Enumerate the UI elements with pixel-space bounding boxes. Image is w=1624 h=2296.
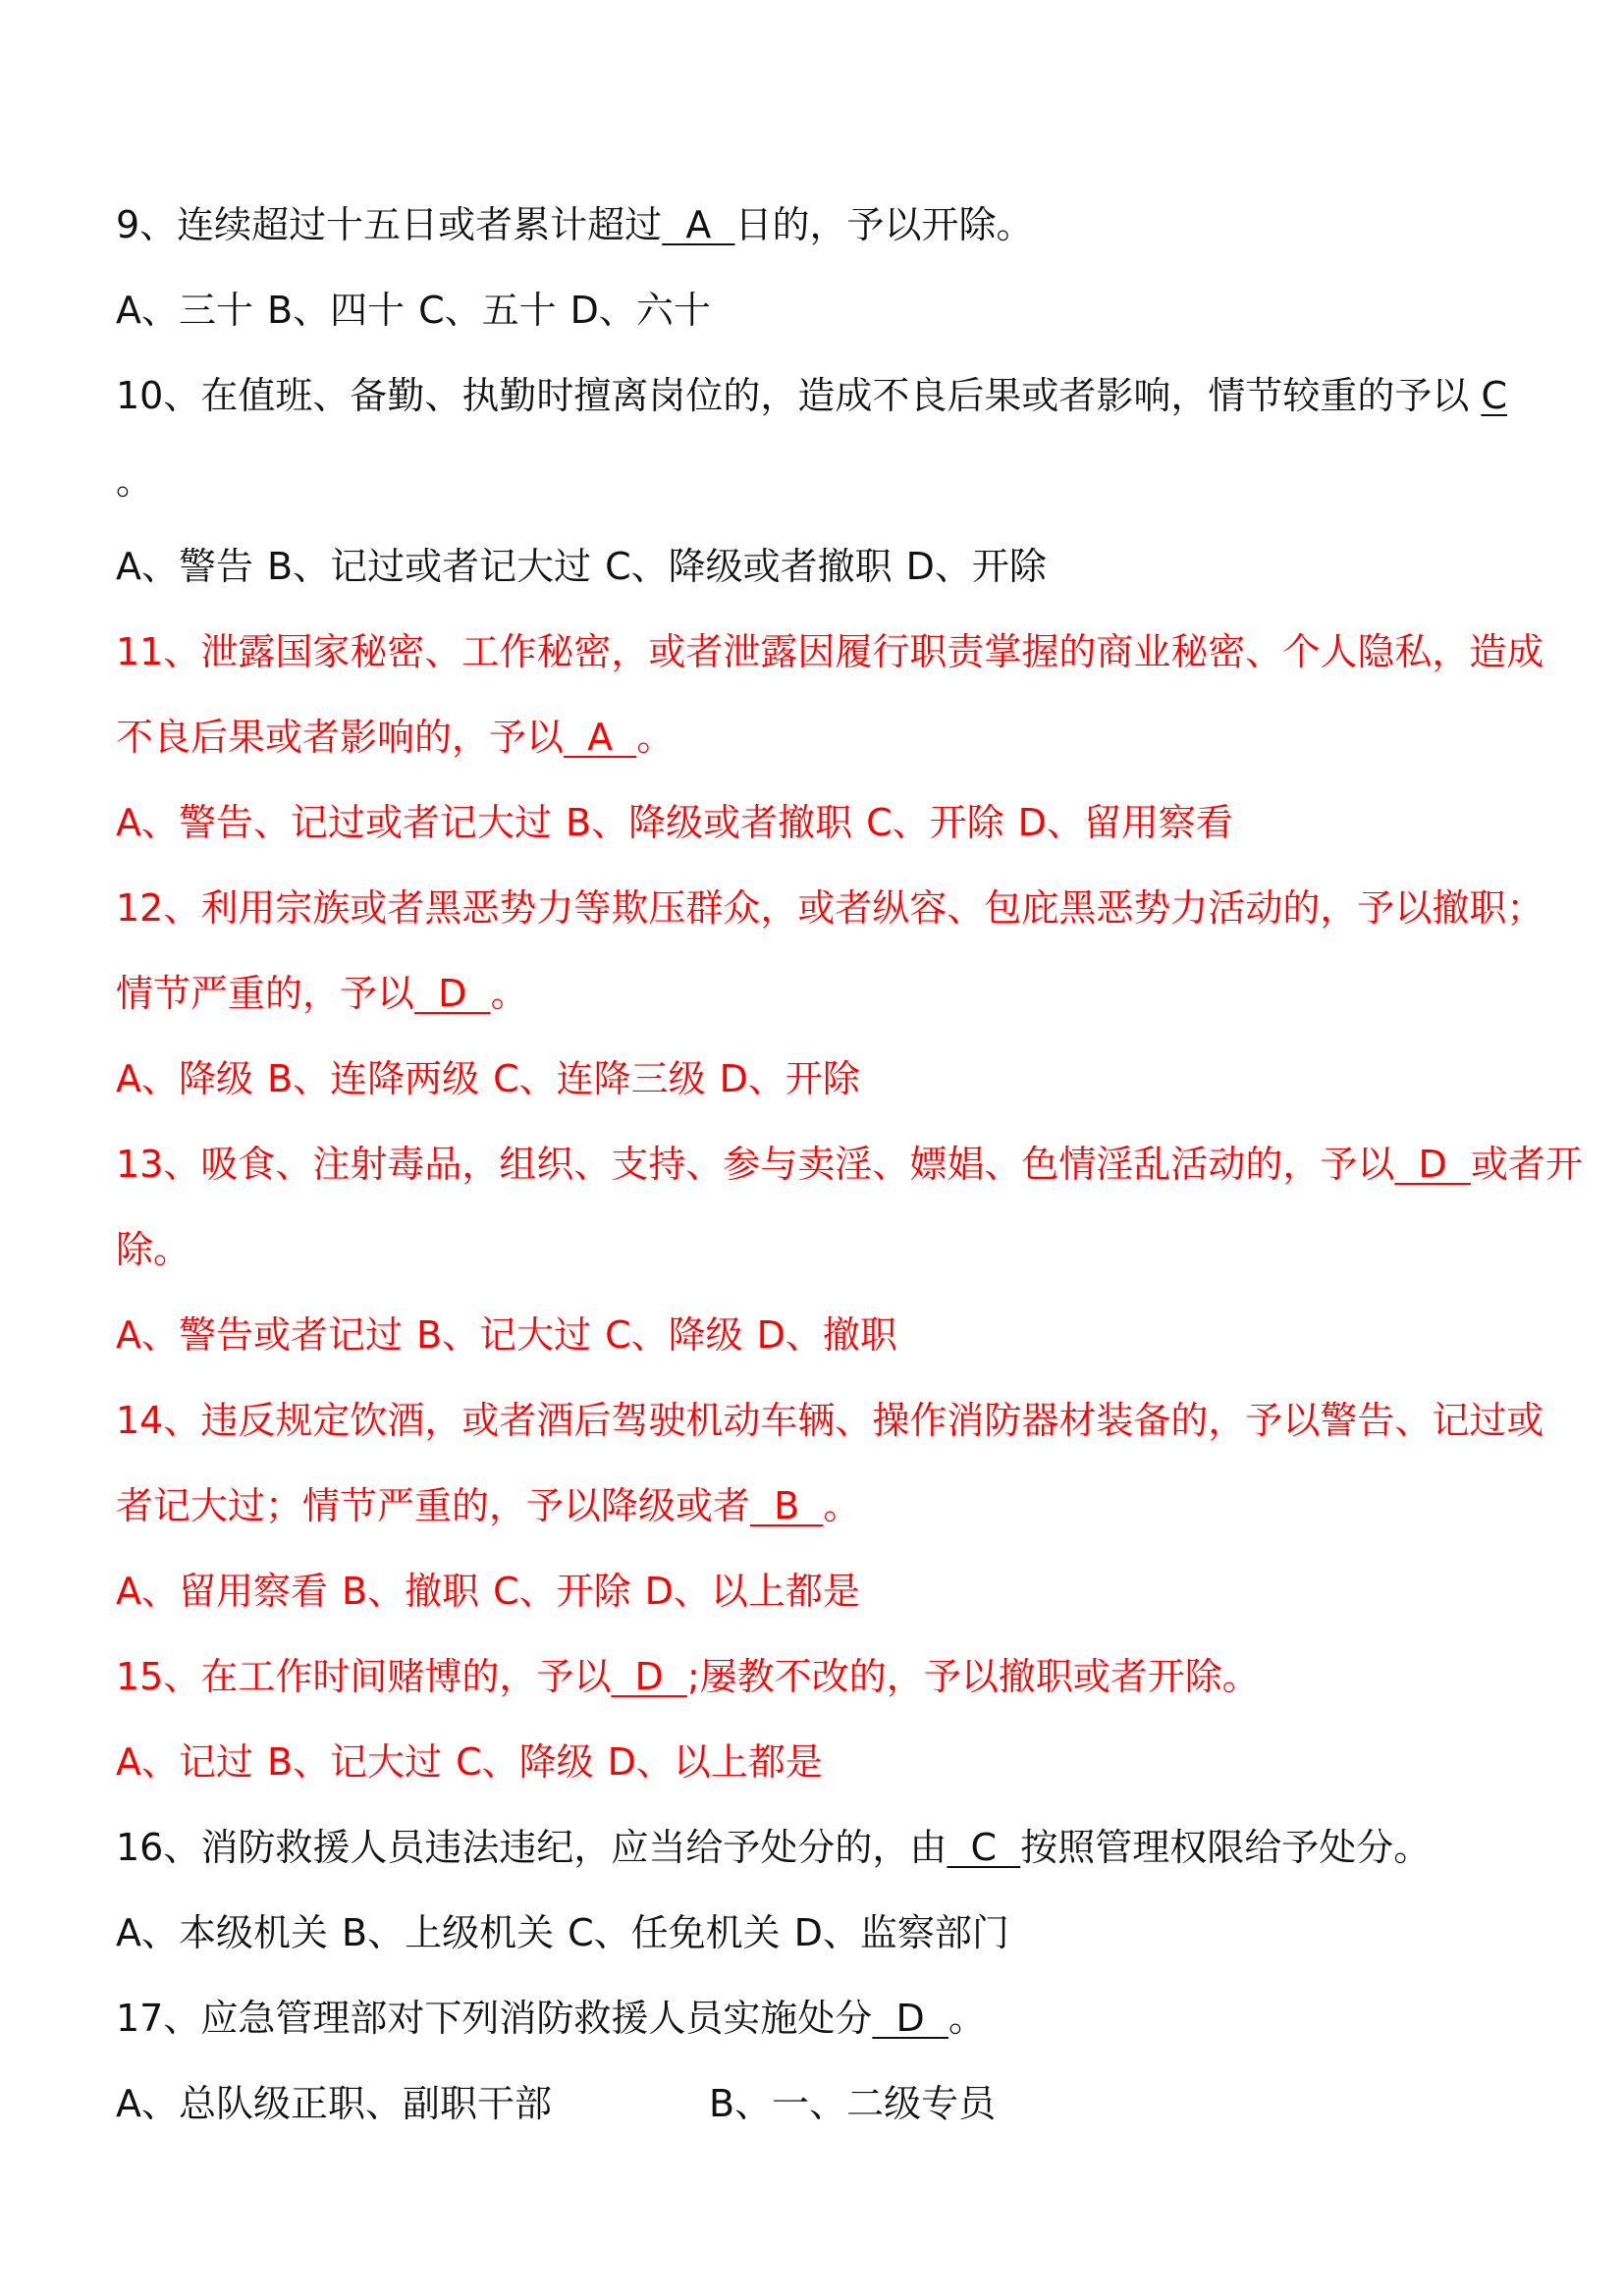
- option-c: C、开除: [493, 1570, 631, 1613]
- option-b: B、记大过: [416, 1313, 592, 1357]
- option-a: A、本级机关: [116, 1911, 328, 1954]
- option-c: C、连降三级: [493, 1057, 706, 1100]
- option-b: B、撤职: [342, 1570, 480, 1613]
- option-b: B、一、二级专员: [709, 2082, 997, 2125]
- question-15-stem: 15、在工作时间赌博的，予以 D ;屡教不改的，予以撤职或者开除。: [116, 1634, 1530, 1720]
- question-11-stem: 11、泄露国家秘密、工作秘密，或者泄露因履行职责掌握的商业秘密、个人隐私，造成: [116, 630, 1544, 673]
- document-page: [116, 183, 1583, 2147]
- answer-blank: D: [872, 1997, 948, 2040]
- option-a: A、总队级正职、副职干部: [116, 2082, 552, 2125]
- option-c: C、任免机关: [568, 1911, 781, 1954]
- option-a: A、降级: [116, 1057, 253, 1100]
- answer-blank: C: [947, 1826, 1021, 1869]
- option-b: B、四十: [267, 289, 406, 332]
- question-16-stem: 16、消防救援人员违法违纪，应当给予处分的，由 C 按照管理权限给予处分。: [116, 1805, 1530, 1891]
- answer-blank: A: [662, 203, 735, 246]
- option-b: B、记大过: [267, 1740, 443, 1784]
- question-13-stem: 13、吸食、注射毒品，组织、支持、参与卖淫、嫖娼、色情淫乱活动的，予以 D 或者开: [116, 1122, 1530, 1207]
- question-12-options: [116, 1037, 1530, 1122]
- answer-blank: D: [1394, 1143, 1471, 1186]
- option-a: A、警告: [116, 545, 253, 588]
- option-a: A、三十: [116, 289, 253, 332]
- question-9-options: [116, 268, 1530, 353]
- option-a: A、警告、记过或者记大过: [116, 801, 552, 844]
- option-b: B、连降两级: [267, 1057, 480, 1100]
- question-13-options: [116, 1293, 1530, 1378]
- question-15-options: [116, 1720, 1530, 1805]
- option-c: C、降级: [605, 1313, 743, 1357]
- option-a: A、警告或者记过: [116, 1313, 403, 1357]
- question-17-options: [116, 2061, 1530, 2147]
- question-12-stem-cont: 情节严重的，予以 D 。: [116, 951, 1530, 1037]
- option-b: B、记过或者记大过: [267, 545, 592, 588]
- question-14-options: [116, 1549, 1530, 1634]
- question-14-stem-cont: 者记大过；情节严重的，予以降级或者 B 。: [116, 1464, 1530, 1549]
- question-17-stem: 17、应急管理部对下列消防救援人员实施处分 D 。: [116, 1976, 1530, 2061]
- option-c: C、开除: [866, 801, 1004, 844]
- option-d: D、撤职: [756, 1313, 897, 1357]
- option-b: B、上级机关: [342, 1911, 555, 1954]
- answer-blank: C: [1481, 374, 1507, 417]
- question-12-stem: 12、利用宗族或者黑恶势力等欺压群众，或者纵容、包庇黑恶势力活动的，予以撤职；: [116, 886, 1544, 930]
- question-16-options: [116, 1891, 1530, 1976]
- answer-blank: A: [564, 716, 637, 759]
- answer-blank: D: [414, 972, 491, 1015]
- question-11-stem-cont: 不良后果或者影响的，予以 A 。: [116, 695, 1530, 780]
- question-10-stem: 10、在值班、备勤、执勤时擅离岗位的，造成不良后果或者影响，情节较重的予以 C: [116, 353, 1530, 439]
- answer-blank: D: [611, 1655, 687, 1698]
- option-d: D、留用察看: [1017, 801, 1233, 844]
- option-a: A、留用察看: [116, 1570, 328, 1613]
- option-d: D、开除: [905, 545, 1047, 588]
- option-c: C、五十: [418, 289, 557, 332]
- option-a: A、记过: [116, 1740, 253, 1784]
- option-c: C、降级: [456, 1740, 594, 1784]
- question-11-options: [116, 780, 1530, 866]
- question-13-stem-cont: 除。: [116, 1228, 191, 1271]
- answer-blank: B: [750, 1484, 824, 1527]
- option-d: D、以上都是: [644, 1570, 860, 1613]
- option-d: D、监察部门: [793, 1911, 1009, 1954]
- option-d: D、六十: [569, 289, 711, 332]
- question-14-stem: 14、违反规定饮酒，或者酒后驾驶机动车辆、操作消防器材装备的，予以警告、记过或: [116, 1399, 1544, 1442]
- option-c: C、降级或者撤职: [605, 545, 893, 588]
- question-10-stem-cont: 。: [116, 459, 154, 503]
- option-b: B、降级或者撤职: [566, 801, 853, 844]
- option-d: D、开除: [719, 1057, 860, 1100]
- question-9-stem: 9、连续超过十五日或者累计超过 A 日的，予以开除。: [116, 183, 1530, 268]
- question-10-options: [116, 524, 1530, 610]
- option-d: D、以上都是: [607, 1740, 823, 1784]
